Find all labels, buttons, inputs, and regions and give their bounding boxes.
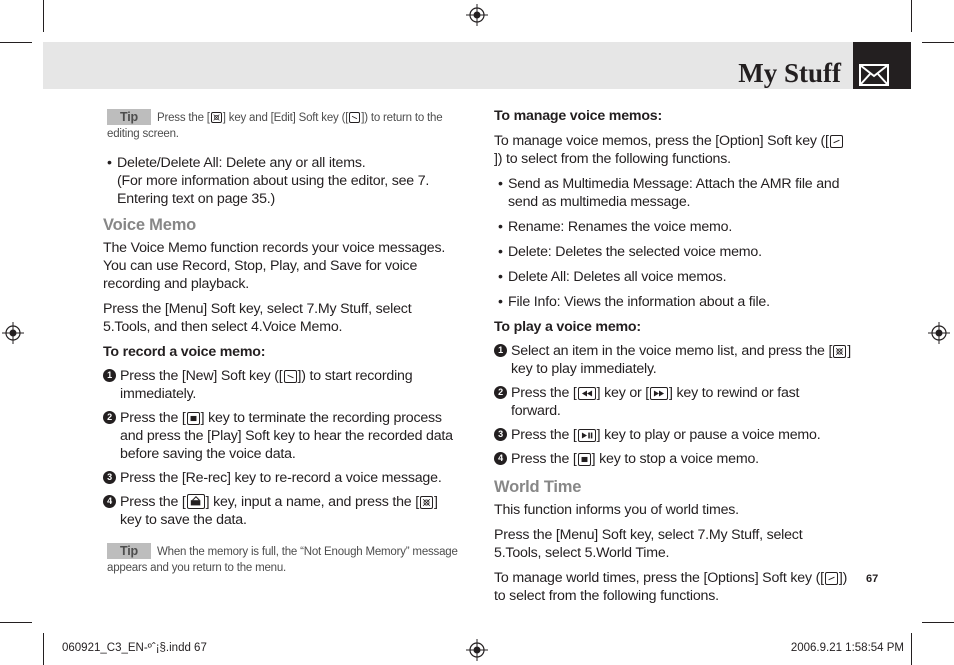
- play-pause-key-icon: [578, 429, 596, 442]
- paragraph: To manage world times, press the [Options] Soft key ([ ]) to select from the following functions.: [494, 570, 848, 604]
- tip-badge: Tip: [107, 543, 151, 559]
- step-item: 3 Press the [Re-rec] key to re-record a voice message.: [103, 469, 459, 487]
- step-number-icon: 2: [494, 386, 507, 399]
- list-item: • Rename: Renames the voice memo.: [498, 219, 733, 235]
- step-number-icon: 3: [494, 428, 507, 441]
- step-item: 4 Press the [ ] key to stop a voice memo.: [494, 450, 852, 468]
- paragraph: To manage voice memos, press the [Option] Soft key ([ ]) to select from the following functions.: [494, 132, 852, 168]
- left-soft-key-icon: [825, 572, 838, 585]
- envelope-icon: [859, 64, 889, 86]
- paragraph: This function informs you of world times.: [494, 502, 739, 518]
- subheading-play: To play a voice memo:: [494, 319, 641, 335]
- registration-mark-icon: [466, 639, 488, 661]
- footer-timestamp: 2006.9.21 1:58:54 PM: [790, 642, 904, 654]
- step-item: 2 Press the [ ] key or [ ] key to rewind or fast forward.: [494, 384, 852, 420]
- ok-key-icon: [833, 345, 846, 358]
- step-item: 3 Press the [ ] key to play or pause a voice memo.: [494, 426, 852, 444]
- step-number-icon: 2: [103, 411, 116, 424]
- stop-key-icon: [578, 453, 591, 466]
- crop-mark: [911, 0, 912, 32]
- list-item: • File Info: Views the information about a file.: [498, 294, 770, 310]
- crop-mark: [0, 42, 32, 43]
- right-soft-key-icon: [349, 112, 360, 123]
- step-number-icon: 3: [103, 471, 116, 484]
- stop-key-icon: [187, 412, 200, 425]
- registration-mark-icon: [466, 4, 488, 26]
- page-number: 67: [866, 573, 879, 585]
- subheading-record: To record a voice memo:: [103, 344, 266, 360]
- step-number-icon: 4: [494, 452, 507, 465]
- step-number-icon: 1: [494, 344, 507, 357]
- menu-key-icon: [187, 494, 205, 509]
- left-soft-key-icon: [830, 135, 843, 148]
- step-number-icon: 4: [103, 495, 116, 508]
- right-soft-key-icon: [284, 370, 297, 383]
- left-column: [103, 109, 459, 588]
- crop-mark: [0, 622, 32, 623]
- list-item: • Delete All: Deletes all voice memos.: [498, 269, 727, 285]
- tip-note: Tip Press the [ ] key and [Edit] Soft key ([ ]) to return to the editing screen.: [107, 110, 443, 140]
- list-item: • Send as Multimedia Message: Attach the AMR file and send as multimedia message.: [498, 176, 840, 210]
- section-heading-voice-memo: Voice Memo: [103, 216, 197, 234]
- fast-forward-key-icon: [650, 387, 668, 400]
- step-number-icon: 1: [103, 369, 116, 382]
- paragraph: The Voice Memo function records your voice messages. You can use Record, Stop, Play, and Save for voice recording and playback.: [103, 240, 446, 292]
- paragraph: Press the [Menu] Soft key, select 7.My Stuff, select 5.Tools, and then select 4.Voice Memo.: [103, 301, 412, 335]
- paragraph: Press the [Menu] Soft key, select 7.My Stuff, select 5.Tools, select 5.World Time.: [494, 527, 803, 561]
- header-band: [43, 42, 853, 89]
- step-item: 1 Select an item in the voice memo list, and press the [ ] key to play immediately.: [494, 342, 852, 378]
- list-item: • Delete/Delete All: Delete any or all items. (For more information about using the editor, see 7. Entering text on page 35.): [107, 155, 430, 207]
- section-heading-world-time: World Time: [494, 478, 582, 496]
- subheading-manage: To manage voice memos:: [494, 108, 663, 124]
- step-item: 2 Press the [ ] key to terminate the recording process and press the [Play] Soft key to hear the recorded data before saving the voice data.: [103, 409, 459, 463]
- rewind-key-icon: [578, 387, 596, 400]
- right-column: [494, 107, 852, 612]
- footer-file-name: 060921_C3_EN-ºˆ¡§.indd 67: [62, 642, 207, 654]
- crop-mark: [43, 0, 44, 32]
- step-item: 1 Press the [New] Soft key ([ ]) to start recording immediately.: [103, 367, 459, 403]
- crop-mark: [911, 633, 912, 665]
- crop-mark: [922, 622, 954, 623]
- ok-key-icon: [420, 496, 433, 509]
- page-title: My Stuff: [738, 58, 841, 88]
- list-item: • Delete: Deletes the selected voice memo.: [498, 244, 762, 260]
- ok-key-icon: [211, 112, 222, 123]
- registration-mark-icon: [2, 322, 24, 344]
- step-item: 4 Press the [ ] key, input a name, and press the [ ] key to save the data.: [103, 493, 459, 529]
- crop-mark: [922, 42, 954, 43]
- tip-note: Tip When the memory is full, the “Not Enough Memory” message appears and you return to the menu.: [107, 544, 458, 574]
- crop-mark: [43, 633, 44, 665]
- header-icon-box: [853, 42, 911, 89]
- registration-mark-icon: [928, 322, 950, 344]
- tip-badge: Tip: [107, 109, 151, 125]
